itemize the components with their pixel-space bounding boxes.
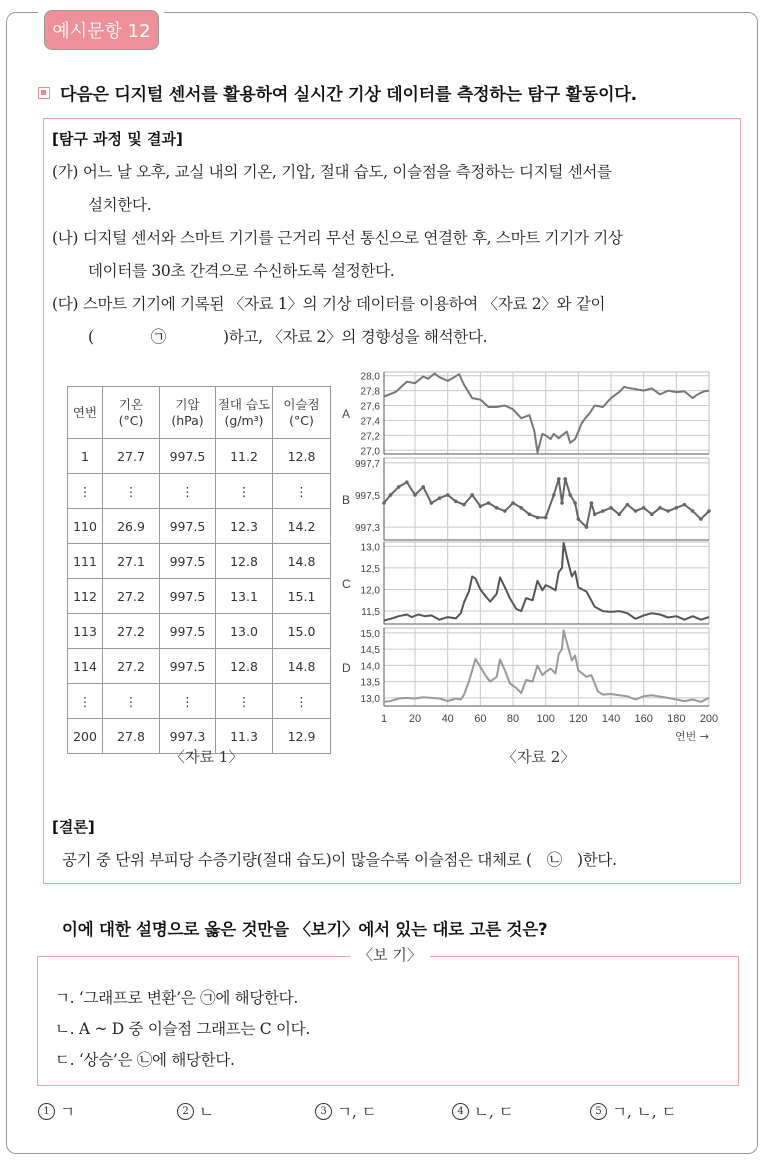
table-cell: 1 — [68, 439, 103, 474]
step-na — [52, 222, 742, 288]
table-cell: 26.9 — [103, 509, 160, 544]
table-row — [68, 509, 331, 544]
table-cell: 11.3 — [216, 719, 273, 754]
table-row — [68, 649, 331, 684]
question-prompt — [38, 80, 637, 105]
step-text-tail: )하고, 〈자료 2〉의 경향성을 해석한다. — [223, 328, 488, 346]
bogi-label: 〈보 기〉 — [350, 944, 430, 965]
x-tick-label: 40 — [441, 713, 454, 725]
x-tick-label: 80 — [506, 713, 520, 725]
table-row — [68, 544, 331, 579]
table-cell: 112 — [68, 579, 103, 614]
choice-text: ㄱ — [59, 1103, 75, 1121]
table-cell: ⋮ — [68, 474, 103, 509]
x-tick-label: 1 — [380, 713, 388, 725]
x-tick-label: 100 — [536, 713, 555, 725]
square-bullet-icon — [38, 87, 50, 99]
table-cell: 114 — [68, 649, 103, 684]
table-cell: 27.2 — [103, 649, 160, 684]
step-text: 디지털 센서와 스마트 기기를 근거리 무선 통신으로 연결한 후, 스마트 기기가 기상 — [82, 229, 623, 247]
table-header-row — [68, 387, 331, 439]
step-text: 스마트 기기에 기록된 〈자료 1〉의 기상 데이터를 이용하여 〈자료 2〉와 같이 — [82, 295, 606, 313]
inquiry-title: [탐구 과정 및 결과] — [52, 130, 183, 148]
conclusion-pre: 공기 중 단위 부피당 수증기량(절대 습도)이 많을수록 이슬점은 대체로 ( — [62, 851, 532, 869]
table-cell: ⋮ — [103, 684, 160, 719]
conclusion-text — [62, 848, 617, 870]
table-cell: 997.5 — [160, 649, 216, 684]
y-tick-label: 27,8 — [360, 386, 380, 398]
y-tick-label: 27,2 — [360, 431, 380, 443]
table-cell: 12.8 — [216, 544, 273, 579]
table-cell: 11.2 — [216, 439, 273, 474]
y-tick-label: 14,5 — [360, 645, 380, 657]
choice-text: ㄴ, ㄷ — [473, 1103, 514, 1121]
question-number-badge: 예시문항 12 — [44, 10, 159, 50]
y-tick-label: 12,0 — [360, 585, 380, 597]
table-cell: ⋮ — [216, 474, 273, 509]
y-tick-label: 997,3 — [354, 523, 380, 535]
x-tick-label: 160 — [634, 713, 653, 725]
y-tick-label: 13,0 — [360, 542, 380, 554]
table-cell: 15.1 — [273, 579, 331, 614]
y-tick-label: 13,5 — [360, 677, 380, 689]
y-tick-label: 997,7 — [354, 458, 380, 470]
table-cell: 14.8 — [273, 649, 331, 684]
table-cell: 13.1 — [216, 579, 273, 614]
choice-4[interactable] — [452, 1100, 514, 1122]
step-text-cont: 데이터를 30초 간격으로 수신하도록 설정한다. — [88, 262, 395, 280]
chart-panel-d — [342, 628, 709, 706]
header-abs-humidity: 절대 습도 (g/m³) — [216, 387, 273, 439]
step-marker: (가) — [52, 163, 79, 181]
table-cell: 27.2 — [103, 614, 160, 649]
blank-giyeok: ㉠ — [150, 328, 166, 346]
table-cell: 111 — [68, 544, 103, 579]
table-cell: ⋮ — [216, 684, 273, 719]
table-cell: 997.5 — [160, 579, 216, 614]
table-cell: 12.3 — [216, 509, 273, 544]
choice-number-icon: 2 — [177, 1103, 194, 1120]
choice-text: ㄴ — [198, 1103, 214, 1121]
choice-1[interactable] — [38, 1100, 75, 1122]
table-cell: 14.2 — [273, 509, 331, 544]
choice-3[interactable] — [315, 1100, 377, 1122]
y-tick-label: 28,0 — [360, 371, 380, 383]
panel-label: D — [342, 661, 351, 675]
chart-svg — [336, 366, 728, 746]
table-cell: 997.5 — [160, 509, 216, 544]
table-cell: 12.8 — [273, 439, 331, 474]
table-cell: 997.5 — [160, 439, 216, 474]
step-text: 어느 날 오후, 교실 내의 기온, 기압, 절대 습도, 이슬점을 측정하는 디지털 센서를 — [82, 163, 612, 181]
y-tick-label: 15,0 — [360, 628, 380, 640]
step-text-cont: 설치한다. — [88, 196, 152, 214]
table-caption: 〈자료 1〉 — [170, 748, 244, 766]
bogi-item-giyeok: ㄱ. ‘그래프로 변환’은 ㉠에 해당한다. — [55, 989, 298, 1007]
table-cell: ⋮ — [103, 474, 160, 509]
table-cell: ⋮ — [160, 474, 216, 509]
x-tick-label: 200 — [699, 713, 719, 725]
conclusion-title: [결론] — [52, 818, 95, 836]
header-dewpoint: 이슬점 (°C) — [273, 387, 331, 439]
y-tick-label: 11,5 — [361, 607, 380, 619]
choice-number-icon: 5 — [590, 1103, 607, 1120]
y-tick-label: 13,0 — [360, 693, 380, 705]
y-tick-label: 14,0 — [360, 661, 380, 673]
table-cell: ⋮ — [160, 684, 216, 719]
x-tick-label: 60 — [474, 713, 487, 725]
x-tick-label: 140 — [601, 713, 621, 725]
table-cell: 110 — [68, 509, 103, 544]
x-tick-label: 120 — [569, 713, 588, 725]
table-row — [68, 474, 331, 509]
table-cell: 27.1 — [103, 544, 160, 579]
panel-label: A — [342, 407, 351, 421]
table-cell: 997.5 — [160, 544, 216, 579]
step-marker: (다) — [52, 295, 79, 313]
choice-text: ㄱ, ㄴ, ㄷ — [611, 1103, 677, 1121]
chart-panel-a — [342, 372, 709, 458]
x-tick-label: 180 — [667, 713, 686, 725]
step-da — [52, 288, 742, 354]
bogi-item-digeut: ㄷ. ‘상승’은 ㉡에 해당한다. — [55, 1051, 235, 1069]
data-table — [67, 386, 331, 754]
table-row — [68, 439, 331, 474]
table-cell: ⋮ — [68, 684, 103, 719]
table-cell: 200 — [68, 719, 103, 754]
question-stem: 이에 대한 설명으로 옳은 것만을 〈보기〉에서 있는 대로 고른 것은? — [62, 920, 548, 939]
choice-number-icon: 3 — [315, 1103, 332, 1120]
blank-nieun: ㉡ — [546, 851, 562, 869]
choice-number-icon: 4 — [452, 1103, 469, 1120]
header-pressure: 기압 (hPa) — [160, 387, 216, 439]
y-tick-label: 27,0 — [360, 446, 380, 458]
table-cell: 12.8 — [216, 649, 273, 684]
table-cell: 27.8 — [103, 719, 160, 754]
conclusion-post: )한다. — [577, 851, 617, 869]
step-text-cont — [52, 321, 742, 354]
table-cell: 14.8 — [273, 544, 331, 579]
choice-2[interactable] — [177, 1100, 214, 1122]
panel-label: B — [342, 493, 351, 507]
prompt-text: 다음은 디지털 센서를 활용하여 실시간 기상 데이터를 측정하는 탐구 활동이다. — [60, 85, 637, 105]
chart-panel-b — [342, 458, 711, 540]
header-temp: 기온 (°C) — [103, 387, 160, 439]
chart-caption: 〈자료 2〉 — [502, 748, 576, 766]
table-cell: ⋮ — [273, 474, 331, 509]
choice-text: ㄱ, ㄷ — [336, 1103, 377, 1121]
chart-panel-c — [342, 542, 709, 624]
y-tick-label: 997,5 — [354, 490, 380, 502]
step-marker: (나) — [52, 229, 79, 247]
choice-number-icon: 1 — [38, 1103, 55, 1120]
y-tick-label: 27,6 — [360, 401, 380, 413]
table-cell: 113 — [68, 614, 103, 649]
table-cell: 15.0 — [273, 614, 331, 649]
y-tick-label: 12,5 — [360, 563, 380, 575]
line-charts — [336, 366, 728, 746]
bogi-item-nieun: ㄴ. A ~ D 중 이슬점 그래프는 C 이다. — [55, 1020, 310, 1038]
choice-5[interactable] — [590, 1100, 677, 1122]
table-row — [68, 579, 331, 614]
y-tick-label: 27,4 — [360, 416, 380, 428]
paren-open: ( — [88, 328, 94, 346]
table-cell: ⋮ — [273, 684, 331, 719]
table-cell: 13.0 — [216, 614, 273, 649]
table-cell: 997.5 — [160, 614, 216, 649]
x-tick-label: 20 — [408, 713, 422, 725]
table-cell: 997.3 — [160, 719, 216, 754]
table-cell: 27.2 — [103, 579, 160, 614]
header-index: 연번 — [68, 387, 103, 439]
table-cell: 12.9 — [273, 719, 331, 754]
table-row — [68, 684, 331, 719]
table-row — [68, 614, 331, 649]
x-axis-label: 연번 → — [675, 730, 709, 743]
table-cell: 27.7 — [103, 439, 160, 474]
panel-label: C — [342, 577, 351, 591]
step-ga — [52, 156, 742, 222]
